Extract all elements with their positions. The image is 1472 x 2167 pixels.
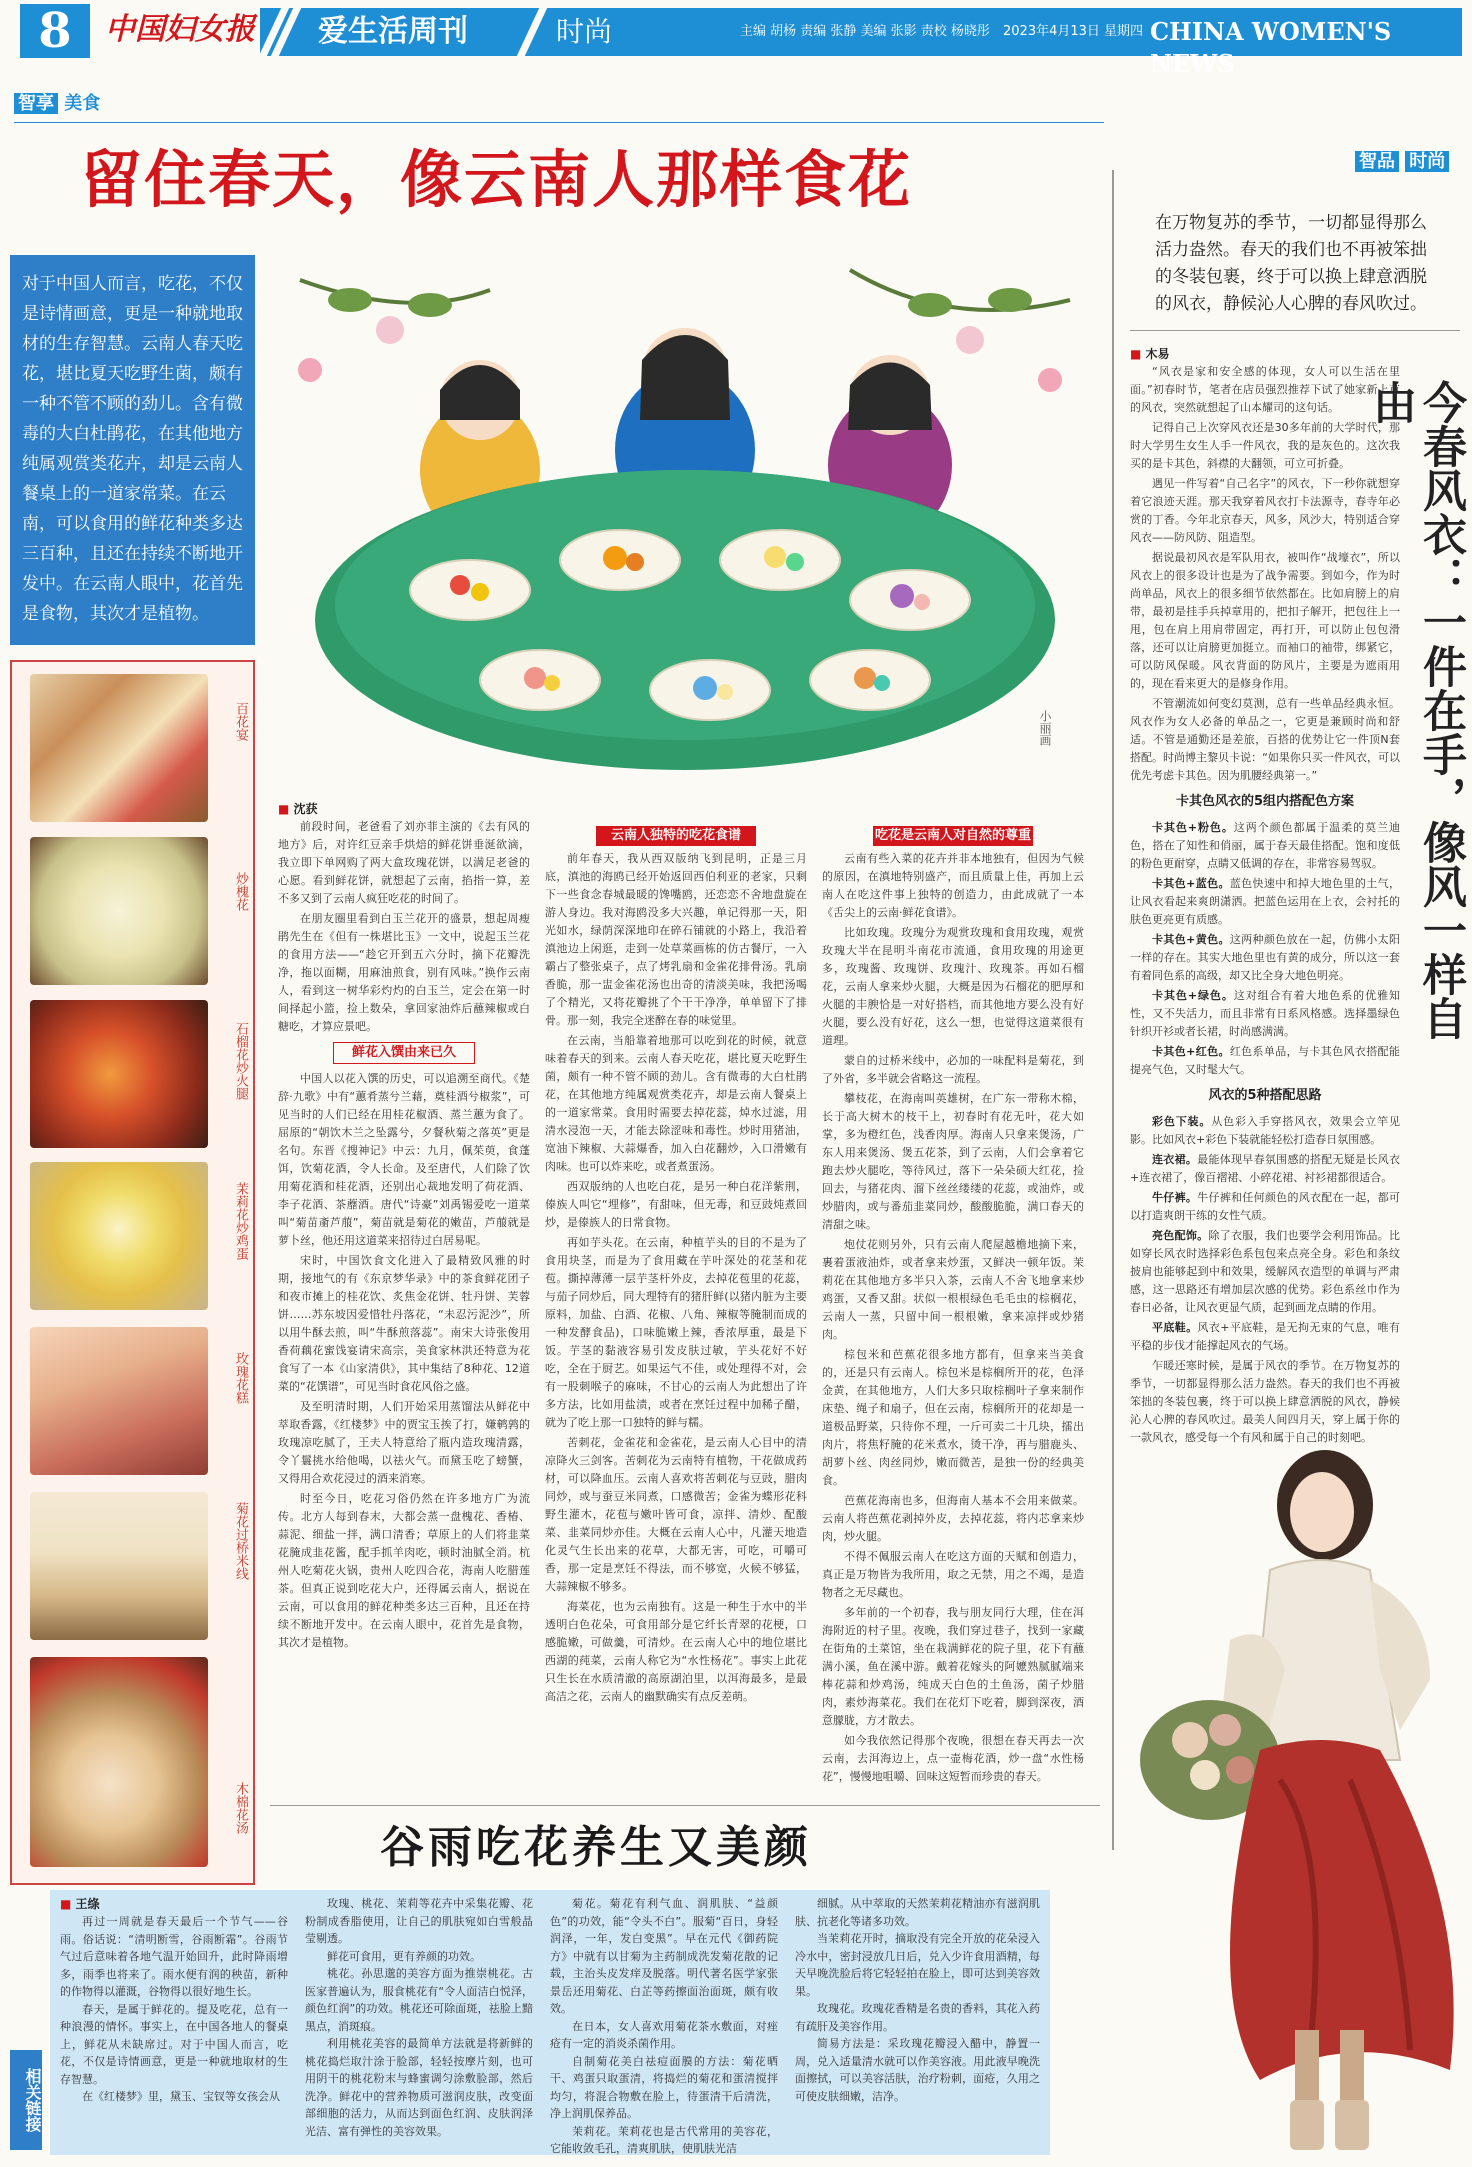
paragraph: 比如玫瑰。玫瑰分为观赏玫瑰和食用玫瑰，观赏玫瑰大半在昆明斗南花市流通，食用玫瑰的用途更多，玫瑰酱、玫瑰饼、玫瑰汁、玫瑰茶。再如石榴花，云南人拿来炒火腿，大概是因为石榴花的肥厚和火腿的丰腴恰是一对好搭档，而其他地方要么没有好火腿，要么没有好花，这么一想，也觉得这道菜很有道理。 — [822, 926, 1084, 1047]
tip-text: 红色系单品，与卡其色风衣搭配能提亮气色，又时髦大气。 — [1130, 1045, 1400, 1076]
divider — [270, 1805, 1100, 1806]
tip-item — [1130, 1319, 1400, 1355]
paragraph: 蒙自的过桥米线中，必加的一味配料是菊花，到了外省，多半就会省略这一流程。 — [822, 1054, 1084, 1085]
divider — [1130, 330, 1460, 331]
tip-item — [1130, 1189, 1400, 1225]
newspaper-logo: 中国妇女报 — [105, 12, 255, 47]
bottom-col2 — [305, 1895, 533, 2150]
fashion-subhead-2: 风衣的5种搭配思路 — [1208, 1088, 1322, 1103]
photo-caption: 石榴花炒火腿 — [233, 1022, 248, 1100]
tip-text: 蓝色快速中和掉大地色里的土气，让风衣看起来爽朗潇洒。把蓝色运用在上衣，会衬托的肤色更亮更有质感。 — [1130, 877, 1400, 926]
paragraph: 前年春天，我从西双版纳飞到昆明，正是三月底，滇池的海鸥已经开始返回西伯利亚的老家，只剩下一些食念春城最暖的馋嘴鸥，还恋恋不舍地盘旋在游人身边。我对海鸥没多大兴趣，单记得那一天，阳光如水，绿荫深深地印在碎石铺就的小路上，我沿着滇池边上闲逛，走到一处草菜画栋的仿古餐厅，一入霸占了整张桌子，点了烤乳扇和金雀花排骨汤。乳扇香脆，那一盅金雀花汤也出奇的清淡美味，我把汤喝了个精光，又将花瓣挑了个干干净净，单单留下了排骨。那一刻，我完全迷醉在春的味觉里。 — [545, 852, 807, 1027]
section-title: 时尚 — [556, 15, 613, 48]
page-header — [0, 0, 1472, 78]
paragraph: 海菜花，也为云南独有。这是一种生于水中的半透明白色花朵，可食用部分是它纤长青翠的花梗，口感脆嫩，可做羹，可清炒。在云南人心中的地位堪比西湖的莼菜，云南人称它为“水性杨花”。事实上此花只生长在水质清澈的高原湖泊里，以洱海最多，是最高洁之花，云南人的幽默确实有点反差萌。 — [545, 1600, 807, 1703]
photo-caption: 玫瑰花糕 — [233, 1352, 248, 1404]
photo-caption: 炒槐花 — [233, 872, 248, 911]
tip-text: 从色彩入手穿搭风衣，效果会立竿见影。比如风衣+彩色下装就能轻松打造春日氛围感。 — [1130, 1115, 1400, 1146]
editor-credits: 主编 胡杨 责编 张静 美编 张影 责校 杨晓彤 — [740, 24, 990, 39]
chrysanthemum-noodle-photo — [30, 1492, 208, 1640]
paragraph: 菊花。菊花有利气血、润肌肤、“益颜色”的功效，能“令头不白”。服菊“百日，身轻润泽，一年，发白变黑”。早在元代《御药院方》中就有以甘菊为主药制成洗发菊花散的记载，主治头皮发痒及脱落。明代著名医学家张景岳还用菊花、白芷等药擦面治面斑，颇有收效。 — [550, 1897, 778, 2015]
bottom-col3 — [550, 1895, 778, 2155]
paragraph: 自制菊花美白祛痘面膜的方法：菊花晒干、鸡蛋只取蛋清，将捣烂的菊花和蛋清搅拌均匀，将混合物敷在脸上，待蛋清干后清洗，净上润肌保养品。 — [550, 2054, 778, 2120]
fashion-author: ■ 木易 — [1130, 345, 1400, 363]
tip-key: 卡其色+蓝色。 — [1152, 877, 1230, 890]
food-section-tag — [14, 92, 100, 116]
tip-item — [1130, 1227, 1400, 1317]
food-tag-box: 智享 — [14, 93, 58, 114]
paragraph: 利用桃花美容的最简单方法就是将新鲜的桃花捣烂取汁涂于脸部，轻轻按摩片刻，也可用阴干的桃花粉末与蜂蜜调匀涂敷脸部，然后洗净。鲜花中的营养物质可滋润皮肤，改变面部细胞的活力，从而达到面色红润、皮肤润泽光洁、富有弹性的美容效果。 — [305, 2037, 533, 2138]
tip-item — [1130, 1043, 1400, 1079]
tip-text: 除了衣服，我们也要学会利用饰品。比如穿长风衣时选择彩色系包包来点亮全身。彩色和条纹披肩也能够起到中和效果，缓解风衣造型的单调与严肃感，这一思路还有增加层次感的优势。彩色系丝巾作为春日必备，让风衣更显气质，起到画龙点睛的作用。 — [1130, 1229, 1401, 1314]
bottom-headline: 谷雨吃花养生又美颜 — [380, 1822, 812, 1873]
tip-key: 卡其色+粉色。 — [1152, 821, 1234, 834]
tip-item — [1130, 987, 1400, 1041]
pomegranate-flower-ham-photo — [30, 1000, 208, 1148]
tip-text: 这两种颜色放在一起，仿佛小太阳一样的存在。其实大地色里也有黄的成分，所以这一套有着同色系的高级，却又比全身大地色明亮。 — [1130, 933, 1400, 982]
paragraph: 不得不佩服云南人在吃这方面的天赋和创造力，真正是万物皆为我所用，取之无禁，用之不竭，是造物者之无尽藏也。 — [822, 1550, 1084, 1599]
tip-item — [1130, 1151, 1400, 1187]
issue-date: 2023年4月13日 星期四 — [1003, 24, 1144, 39]
paragraph: “风衣是家和安全感的体现，女人可以生活在里面。”初春时节，笔者在店员强烈推荐下试了她家新上市的风衣，突然就想起了山本耀司的这句话。 — [1130, 365, 1400, 414]
food-article-col1 — [278, 800, 530, 1810]
tip-item — [1130, 819, 1400, 873]
paragraph: 玫瑰花。玫瑰花香精是名贵的香料，其花入药有疏肝及美容作用。 — [795, 2002, 1040, 2033]
flower-dining-illustration — [290, 260, 1080, 780]
food-author: ■ 沈获 — [278, 800, 530, 818]
tip-key: 彩色下装。 — [1152, 1115, 1212, 1128]
fashion-section-tag — [1355, 150, 1449, 174]
paragraph: 据说最初风衣是军队用衣，被叫作“战壕衣”，所以风衣上的很多设计也是为了战争需要。到如今，作为时尚单品，风衣上的很多细节依然都在。比如肩膀上的肩带，最初是挂手兵掉章用的，把扣子解开，把包往上一甩，包在肩上用肩带固定，再打开，可以防止包包滑落，还可以让肩膀更加挺立。而袖口的袖带，绑紧它，可以防风保暖。风衣背面的防风片，主要是为遮雨用的，现在看来更大的是修身作用。 — [1130, 551, 1400, 690]
paragraph: 芭蕉花海南也多，但海南人基本不会用来做菜。云南人将芭蕉花剥掉外皮，去掉花蕊，将内芯拿来炒肉，炒火腿。 — [822, 1494, 1084, 1543]
paragraph: 桃花。孙思邈的美容方面为推崇桃花。古医家普遍认为，服食桃花有“令人面洁白悦泽，颜色红润”的功效。桃花还可除面斑，祛脸上黯黑点，消斑痕。 — [305, 1967, 533, 2033]
tip-item — [1130, 931, 1400, 985]
english-masthead: CHINA WOMEN'S NEWS — [1150, 17, 1392, 78]
paragraph: 春天，是属于鲜花的。提及吃花，总有一种浪漫的情怀。事实上，在中国各地人的餐桌上，鲜花从未缺席过。对于中国人而言，吃花，不仅是诗情画意，更是一种就地取材的生存智慧。 — [60, 2002, 288, 2086]
food-article-col2 — [545, 822, 807, 1812]
food-photo-column — [10, 660, 255, 1885]
paragraph: 多年前的一个初春，我与朋友同行大理，住在洱海附近的村子里。夜晚，我们穿过巷子，找到一家藏在街角的土菜馆，坐在栽满鲜花的院子里，花下有蘸满小溪，鱼在溪中游。戴着花嫁头的阿嬷熟腻腻端来棒花蒜和炒鸡汤，纯成天白色的土鱼汤，菌子炒腊肉，素炒海菜花。我们在花灯下吃着，脚到深夜，酒意朦胧，方才散去。 — [822, 1606, 1084, 1727]
paragraph: 及至明清时期，人们开始采用蒸馏法从鲜花中萃取香露，《红楼梦》中的贾宝玉挨了打，嫌鹌鹑的玫瑰凉吃腻了，王夫人特意给了瓶内造玫瑰清露，令丫鬟挑水给他喝，以祛火气。而黛玉吃了螃蟹，又得用合欢花浸过的酒来消寒。 — [278, 1400, 530, 1485]
bottom-author: ■ 王绦 — [60, 1895, 288, 1913]
fashion-tag-box: 智品 — [1355, 151, 1399, 172]
paragraph: 再过一周就是春天最后一个节气——谷雨。俗话说：“清明断雪，谷雨断霜”。谷雨节气过后意味着各地气温开始回升，此时降雨增多，雨季也将来了。雨水便有润的秧苗，新种的作物得以灌溉，谷物得以很好地生长。 — [60, 1915, 288, 1998]
paragraph: 时至今日，吃花习俗仍然在许多地方广为流传。北方人每到春末，大都会蒸一盘槐花、香椿、蒜泥、细盐一拌，满口清香；草原上的人们将韭菜花腌成韭花酱，配手抓羊肉吃，顿时油腻全消。杭州人吃菊花火锅，贵州人吃四合花，海南人吃腊莲茶。但真正说到吃花大户，还得属云南人，据说在云南，可以食用的鲜花种类多达三百种，且还在持续不断地开发中。在云南人眼中，花首先是食物，其次才是植物。 — [278, 1492, 530, 1649]
paragraph: 攀枝花，在海南叫英雄树，在广东一带称木棉，长于高大树木的枝干上，初春时有花无叶，花大如掌，多为橙红色，浅香肉厚。海南人只拿来煲汤，广东人用来煲汤、煲五花茶，到了云南，人们会拿着它跑去炒火腿吃，等待风过，落下一朵朵硕大红花，捡回去，与猪花肉、溜下丝丝缕缕的花蕊，或油炸，或炒腊肉，或与番茄韭菜同炒，酸酸脆脆，满口春天的清甜之味。 — [822, 1092, 1084, 1231]
fashion-subhead-1: 卡其色风衣的5组内搭配色方案 — [1175, 794, 1355, 809]
fried-locust-flower-photo — [30, 837, 208, 985]
paragraph: 中国人以花入馔的历史，可以追溯至商代。《楚辞·九歌》中有“蕙肴蒸兮兰藉，奠桂酒兮椒浆”，可见当时的人们已经在用桂花椒酒、蒸兰蕙为食了。屈原的“朝饮木兰之坠露兮，夕餐秋菊之落英”更是名句。东晋《搜神记》中云：九月，佩茱萸，食蓬饵，饮菊花酒，令人长命。及至唐代，人们除了饮用菊花酒和桂花酒，还别出心裁地发明了荷花酒、李子花酒、茶蘼酒。唐代“诗豪”刘禹锡爱吃一道菜叫“菊苗齑芦菔”，菊苗就是菊花的嫩苗，芦菔就是萝卜丝，他还用这道菜来招待过白居易呢。 — [278, 1072, 530, 1247]
paragraph: 简易方法是：采玫瑰花瓣浸入醋中，静置一周，兑入适量清水就可以作美容液。用此液早晚洗面擦拭，可以美容活肤，治疗粉刺，面疮，久用之可使皮肤细嫩，洁净。 — [795, 2037, 1040, 2103]
photo-caption: 百花宴 — [233, 702, 248, 741]
food-intro: 对于中国人而言，吃花，不仅是诗情画意，更是一种就地取材的生存智慧。云南人春天吃花，堪比夏天吃野生菌，颇有一种不管不顾的劲儿。含有微毒的大白杜鹃花，在其他地方纯属观赏类花卉，却是云南人餐桌上的一道家常菜。在云南，可以食用的鲜花种类多达三百种，且还在持续不断地开发中。在云南人眼中，花首先是食物，其次才是植物。 — [10, 255, 255, 645]
photo-caption: 木棉花汤 — [233, 1782, 248, 1834]
tip-item — [1130, 1113, 1400, 1149]
paragraph: 遇见一件写着“自己名字”的风衣，下一秒你就想穿着它浪迹天涯。那天我穿着风衣打卡法源寺，春寺年必赏的丁香。今年北京春天，风多，风沙大，特别适合穿风衣——防风防、阻造型。 — [1130, 477, 1400, 544]
rose-cake-photo — [30, 1327, 208, 1475]
paragraph: 不管潮流如何变幻莫测，总有一些单品经典永恒。风衣作为女人必备的单品之一，它更是兼顾时尚和舒适。不管是通勤还是差旅，百搭的优势让它一件顶N套搭配。时尚博主黎贝卡说：“如果你只买一件风衣，可以优先考虑卡其色。因为肌腰经典第一。” — [1130, 697, 1400, 782]
paragraph: 炮仗花则另外，只有云南人爬屋越檐地摘下来，裹着蛋液油炸，或者拿来炒蛋，又鲜决一顿年饭。茉莉花在其他地方多半只入茶，云南人不舍飞地拿来炒鸡蛋，又香又甜。状似一根根绿色毛毛虫的棕榈花，云南人一蒸，只留中间一根根嫩，拿来凉拌或炒猪肉。 — [822, 1238, 1084, 1341]
tip-key: 卡其色+黄色。 — [1152, 933, 1230, 946]
paragraph: 鲜花可食用，更有养颜的功效。 — [327, 1949, 481, 1963]
tip-key: 连衣裙。 — [1152, 1153, 1198, 1166]
paragraph: 玫瑰、桃花、茉莉等花卉中采集花瓣、花粉制成香脂使用，让自己的肌肤宛如白雪般晶莹剔透。 — [305, 1897, 533, 1945]
flower-banquet-photo — [30, 674, 208, 822]
paragraph: 前段时间，老爸看了刘亦菲主演的《去有风的地方》后，对许红豆亲手烘焙的鲜花饼垂涎欲滴，我立即下单网购了两大盒玫瑰花饼，以满足老爸的心愿。看到鲜花饼，就想起了云南，掐指一算，差不多又到了云南人疯狂吃花的时间了。 — [278, 820, 530, 905]
tip-key: 牛仔裤。 — [1152, 1191, 1198, 1204]
paragraph: 云南有些入菜的花卉并非本地独有，但因为气候的原因，在滇地特别盛产，而且质量上佳，再加上云南人在吃这件事上独特的创造力，由此成就了一本《舌尖上的云南·鲜花食谱》。 — [822, 852, 1084, 919]
tip-text: 风衣+平底鞋，是无拘无束的气息，唯有平稳的步伐才能撑起风衣的气场。 — [1130, 1321, 1400, 1352]
paragraph: 宋时，中国饮食文化进入了最精致风雅的时期，接地气的有《东京梦华录》中的茶食鲜花团子和夜市摊上的桂花饮、炙焦金花饼、牡丹饼、芙蓉饼……苏东坡因爱惜牡丹落花，“未忍污泥沙”，所以用牛酥去煎，叫“牛酥煎落蕊”。南宋大诗张俊用香荷藕花蜜饯宴请宋高宗，美食家林洪还特意为花食写了一本《山家清供》，其中集结了8种花、12道菜的“花馔谱”，可见当时食花风俗之盛。 — [278, 1254, 530, 1393]
paragraph: 如今我依然记得那个夜晚，很想在春天再去一次云南，去洱海边上，点一壶梅花酒，炒一盘“水性杨花”，慢慢地咀嚼、回味这短暂而珍贵的春天。 — [822, 1734, 1084, 1783]
paragraph: 在云南，当船靠着地那可以吃到花的时候，就意味着春天的到来。云南人春天吃花，堪比夏天吃野生菌，颇有一种不管不顾的劲儿。含有微毒的大白杜鹃花，在其他地方纯属观赏类花卉，却是云南人餐桌上的一道家常菜。食用时需要去掉花蕊，焯水过滤，用清水浸泡一天，才能去除涩味和毒性。炒时用猪油，宽油下辣椒、大蒜爆香，加入白花翻炒，入口滑嫩有肉味。也可以炸来吃，或者煮蛋汤。 — [545, 1034, 807, 1173]
paragraph: 棕包米和芭蕉花很多地方都有，但拿来当美食的，还是只有云南人。棕包米是棕榈所开的花，色泽金黄，在其他地方，人们大多只取棕榈叶子拿来制作床垫、绳子和扇子，但在云南，棕榈所开的花却是一道极品野菜，只待你不理，一斤可卖二十几块，擂出肉片，将焦籽腌的花米煮水，烫干净，再与腊鹿头、胡萝卜丝、肉丝同炒，嫩而微苦，是独一份的经典美食。 — [822, 1348, 1084, 1487]
weekly-title: 爱生活周刊 — [318, 14, 468, 49]
photo-caption: 茉莉花炒鸡蛋 — [233, 1182, 248, 1260]
food-subhead-2: 云南人独特的吃花食谱 — [596, 826, 756, 846]
paragraph: 再如芋头花。在云南，种植芋头的目的不是为了食用块茎，而是为了食用藏在芋叶深处的花茎和花苞。撕掉薄薄一层芋茎杆外皮，去掉花苞里的花蕊，与茄子同炒后，同大理特有的猪肝鲜(以猪内脏为主要原料，加盐、白酒、花椒、八角、辣椒等腌制而成的一种发酵食品)，口味脆嫩上辣，香浓厚重，最是下饭。芋茎的黏液容易引发皮肤过敏，芋头花好不好吃，全在于厨艺。如果运气不佳，或处理得不对，会有一股刺喉子的麻味，不甘心的云南人为此想出了许多方法，比如用盐渍，或者在烹饪过程中加稀子醋，就为了吃上那一口独特的鲜与糯。 — [545, 1236, 807, 1429]
food-tag-text: 美食 — [64, 93, 101, 114]
tip-key: 平底鞋。 — [1152, 1321, 1198, 1334]
food-subhead-3: 吃花是云南人对自然的尊重 — [873, 826, 1033, 846]
tip-text: 这对组合有着大地色系的优雅知性，又不失活力，而且非常有日系风格感。选择墨绿色针织开衫或者长裙，时尚感满满。 — [1130, 989, 1401, 1038]
related-links-label: 相关链接 — [10, 2050, 42, 2150]
tip-text: 最能体现早春氛围感的搭配无疑是长风衣+连衣裙了，像百褶裙、小碎花裙、衬衫裙都很适合。 — [1130, 1153, 1401, 1184]
bottom-col1 — [60, 1895, 288, 2150]
paragraph: 记得自己上次穿风衣还是30多年前的大学时代，那时大学男生女生人手一件风衣，我的是灰色的。这次我买的是卡其色，斜襟的大翻领，可立可折叠。 — [1130, 421, 1400, 470]
paragraph: 在朋友圈里看到白玉兰花开的盛景，想起周瘦鹃先生在《但有一株堪比玉》一文中，说起玉兰花的食用方法——“趁它开到五六分时，摘下花瓣洗净，拖以面糊，用麻油煎食，别有风味。”换作云南人，看到这一树华彩灼灼的白玉兰，定会在第一时间择起小篮，捡上数朵，拿回家油炸后蘸辣椒或白糖吃，才算应景吧。 — [278, 912, 530, 1033]
fashion-headline: 今春风衣：一件在手，像风一样自由 — [1365, 380, 1466, 1040]
tip-item — [1130, 875, 1400, 929]
illustration-credit: 小丽画 — [1038, 710, 1052, 746]
page-number: 8 — [20, 4, 90, 58]
divider — [14, 122, 1104, 123]
kapok-soup-photo — [30, 1657, 208, 1867]
fashion-article — [1130, 345, 1401, 1444]
tip-key: 卡其色+绿色。 — [1152, 989, 1234, 1002]
bottom-col4 — [795, 1895, 1040, 2150]
paragraph: 乍暖还寒时候，是属于风衣的季节。在万物复苏的季节，一切都显得那么活力盎然。春天的我们也不再被笨拙的冬装包裹，终于可以换上肆意洒脱的风衣，静候沁人心脾的春风吹过。最美人间四月天，穿上属于你的一款风衣，感受每一个有风和属于自己的时刻吧。 — [1130, 1359, 1400, 1444]
paragraph: 当茉莉花开时，摘取没有完全开放的花朵浸入冷水中，密封浸放几日后，兑入少许食用酒精，每天早晚洗脸后将它轻轻拍在脸上，即可达到美容效果。 — [795, 1932, 1040, 1998]
tip-key: 卡其色+红色。 — [1152, 1045, 1230, 1058]
photo-caption: 菊花过桥米线 — [233, 1502, 248, 1580]
paragraph: 茉莉花。茉莉花也是古代常用的美容花，它能收敛毛孔，清爽肌肤，使肌肤光洁 — [550, 2124, 778, 2155]
food-article-col3 — [822, 822, 1084, 1812]
tip-key: 亮色配饰。 — [1152, 1229, 1209, 1242]
food-headline: 留住春天，像云南人那样食花 — [80, 143, 913, 216]
tip-text: 这两个颜色都属于温柔的莫兰迪色，搭在了知性和俏丽，属于春天最佳搭配。饱和度低的粉色更耐穿，点睛又低调的存在，非常容易驾驭。 — [1130, 821, 1401, 870]
jasmine-egg-photo — [30, 1162, 208, 1310]
food-subhead-1: 鲜花入馔由来已久 — [333, 1042, 475, 1064]
fashion-tag-text: 时尚 — [1405, 151, 1449, 172]
fashion-intro: 在万物复苏的季节，一切都显得那么活力盎然。春天的我们也不再被笨拙的冬装包裹，终于可以换上肆意洒脱的风衣，静候沁人心脾的春风吹过。 — [1155, 213, 1427, 314]
paragraph: 在日本，女人喜欢用菊花茶水敷面，对痤疮有一定的消炎杀菌作用。 — [550, 2019, 778, 2050]
tip-text: 牛仔裤和任何颜色的风衣配在一起，都可以打造爽朗干练的女性气质。 — [1130, 1191, 1401, 1222]
paragraph: 西双版纳的人也吃白花，是另一种白花洋紫荆，傣族人叫它“埋修”，有甜味，但无毒，和豆豉炖煮回炒，是傣族人的日常食物。 — [545, 1180, 807, 1229]
fashion-model-photo — [1110, 1430, 1472, 2163]
paragraph: 苦刺花，金雀花和金雀花，是云南人心目中的清凉降火三剑客。苦刺花为云南特有植物，干花做成药材，可以降血压。云南人喜欢将苦刺花与豆豉，腊肉同炒，或与蚕豆米同煮，口感微苦；金雀为蝶形花科野生灌木，花苞与嫩叶皆可食，凉拌、清炒、配酸菜、韭菜同炒亦佳。大概在云南人心中，凡灌天地造化灵气生长出来的花草，大都无害，可吃，可嚼可香，那一定是烹饪不得法，而不够宽，火候不够猛，大蒜辣椒不够多。 — [545, 1436, 807, 1593]
paragraph: 细腻。从中萃取的天然茉莉花精油亦有滋润肌肤、抗老化等诸多功效。 — [795, 1897, 1040, 1928]
paragraph: 在《红楼梦》里，黛玉、宝钗等女孩会从 — [82, 2090, 280, 2103]
